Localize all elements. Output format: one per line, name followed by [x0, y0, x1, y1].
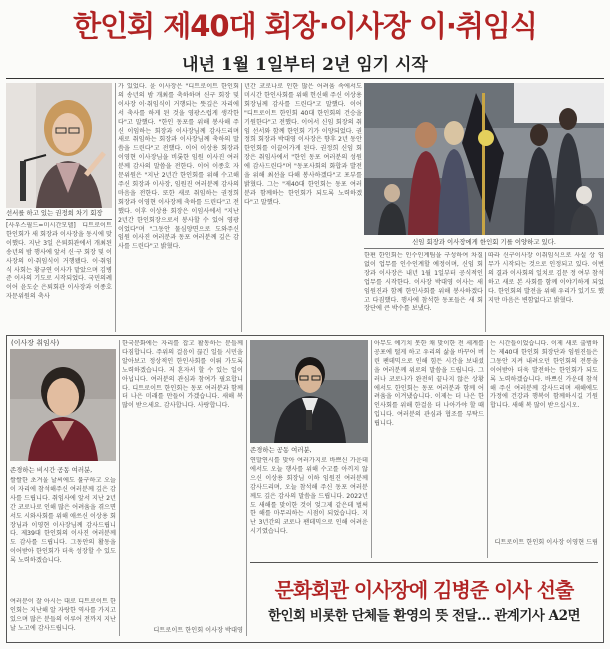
retiree-caption: 존경하는 비시간 공동 여러분,: [10, 466, 93, 474]
retiree-tag: (이사장 취임사): [11, 339, 60, 347]
article-column-3: 년간 코로나로 인한 많은 어려움 속에서도 미시간 한인사회를 위해 헌신해 주신 이상용 회장님께 감사를 드린다"고 말했다. 이어 "디트로이트 한인회 40대 한인회의 건승을 기원한다"고 전했다. 이어서 신임 회장의 취임 선서와 함께 한인회 기가 이양되었다. 권정희 회장과 박대영 이사장은 향후 2년 동안 한인회를 이끌어가게 된다. 권정희 신임 회장은 취임사에서 "한인 동포 여러분의 성원에 감사드린다"며 "동포사회의 화합과 발전을 위해 최선을 다해 봉사하겠다"고 포부를 밝혔다. 그는 "제40대 한인회는 동포 여러분과 함께하는 한인회가 되도록 노력하겠다"고 말했다.: [244, 83, 362, 206]
main-headline: 한인회 제40대 회장·이사장 이·취임식: [73, 9, 537, 43]
speaker-caption: 선서를 하고 있는 권정희 차기 회장: [6, 209, 103, 217]
flag-ceremony-caption: 신임 회장과 이사장에게 한인회 기를 이양하고 있다.: [412, 238, 556, 246]
lower-column-5-signature: 디트로이트 한인회 이사장 이영현 드림: [494, 539, 598, 546]
president-photo: [250, 340, 368, 443]
caption-rule: [6, 219, 112, 220]
headline-rule: [6, 78, 604, 79]
photo-article-column-1: 한편 한인회는 인수인계팀을 구성하여 차질 없이 업무를 인수인계할 예정이며, 신임 회장과 이사장은 내년 1월 1일부터 공식적인 업무를 시작한다. 이사장 박대영 이사는 새 임원진과 함께 한인사회를 위해 봉사하겠다고 다짐했다. 행사에 참석한 동포들은 새 회장단에 큰 박수를 보냈다.: [364, 252, 483, 313]
column-divider: [485, 252, 486, 332]
caption-rule: [364, 248, 604, 249]
section2-subhead: 한인회 비롯한 단체들 환영의 뜻 전달… 관계기사 A2면: [267, 608, 581, 624]
flag-ceremony-photo: [364, 83, 604, 235]
article-column-1: [사우스필드=미시간모델] 디트로이트 한인회가 새 회장과 이사장을 동시에 맞이했다. 지난 3일 은퇴회관에서 개최된 송년의 밤 행사에 앞서 신·구 회장 및 이사장의 이·취임식이 거행됐다. 이·취임식 사회는 황규연 이사가 맡았으며 김병준 이사의 기도로 시작되었다. 국민의례 이어 윤도순 은퇴회관 이사장과 이종호 자문위원의 축사: [6, 222, 112, 301]
column-divider: [371, 340, 372, 558]
lower-column-1b: 여러분이 잘 아시는 대로 디트로이트 한인회는 지난해 알 자랑한 역사를 가지고 있으며 많은 분들의 이루어 전까지 지난 날 노고에 감사드립니다.: [10, 598, 116, 632]
section-rule: [250, 562, 598, 563]
lower-column-3: 연말연시를 맞아 여러가지로 바쁘신 가운데에서도 오늘 행사를 위해 수고를 아끼지 않으신 이상용 회장님 이하 임원진 여러분께 감사드리며, 오늘 참석해 주신 동포 여러분께도 깊은 감사의 말씀을 드립니다. 2022년도 새해를 맞이한 것이 엊그제 같은데 벌써 한 해를 마무리하는 시점이 되었습니다. 지난 3년간의 코로나 팬데믹으로 인해 어려운 시기였습니다.: [250, 457, 368, 536]
article-column-2: 가 있었다. 윤 이사장은 "디트로이트 한인회의 송년의 밤 개최를 축하하며 신구 회장 및 이사장 이·취임식이 거행되는 뜻깊은 자리에서 축사를 하게 된 것을 영광스럽게 생각한다"고 말했다. "한인 동포를 위해 봉사해 주신 이임하는 회장과 이사장님께 감사드리며 새로 취임하는 회장과 이사장님께 축하의 말씀을 드린다"고 전했다. 이어 이상용 회장과 이영현 이사장님을 비롯한 임원 이사진 여러분께 감사의 말씀을 전한다. 이어 이종호 자문위원은 "지난 2년간 한인회를 위해 수고해 주신 회장과 이사장, 임원진 여러분께 감사의 마음을 전한다. 또한 새로 취임하는 권정희 회장과 이영현 이사장께 축하를 드린다"고 전했다. 이후 이상용 회장은 이임사에서 "지난 2년간 한인회장으로서 봉사할 수 있어 영광이었다"며 "그동안 물심양면으로 도와주신 임원 이사진 여러분과 동포 여러분께 깊은 감사를 드린다"고 밝혔다.: [118, 83, 239, 251]
column-divider: [487, 340, 488, 558]
column-divider: [119, 340, 120, 636]
president-caption: 존경하는 공동 여러분,: [250, 446, 312, 454]
lower-column-2: 한국문화에는 자리를 잡고 활동하는 분들께 다짐합니다. 주위의 걸음이 끊긴 일들 시민을 알아보고 정상적인 한인사회를 이뤄 가도록 노력하겠습니다. 저 혼자서 할 수 있는 일이 아닙니다. 여러분의 관심과 참여가 필요합니다. 디트로이트 한인회는 동포 여러분과 함께 더 나은 미래를 만들어 가겠습니다. 새해 복 많이 받으세요. 감사합니다. 사랑합니다.: [122, 340, 243, 410]
column-divider: [246, 340, 247, 636]
photo-article-column-2: 따라 신구이사장 이취임식으로 사실 상 임무가 시작되는 것으로 인정되고 있다. 이번의 결과 이사회의 일치로 김문 정 여부 참석하고 새로 본 사회를 함께 이야기하게 되었다. 한인회의 발전을 위해 우리가 있기도 했지만 마음은 변함없다고 밝혔다.: [488, 252, 604, 304]
main-subhead: 내년 1월 1일부터 2년 임기 시작: [182, 55, 428, 75]
section2-headline: 문화회관 이사장에 김병준 이사 선출: [274, 578, 574, 602]
lower-column-1: 쌀쌀한 초겨울 날씨에도 불구하고 오늘 이 자리에 참석해주신 여러분께 깊은 감사를 드립니다. 취임사에 앞서 지난 2년간 코로나로 인해 많은 어려움을 겪으면서도 시와사회를 위해 애쓰신 이상용 회장님과 이영현 이사장님께 감사드립니다. 제39대 한인회의 이사진 여러분께도 감사를 드립니다. 그동안의 활동을 이어받아 한인회가 더욱 성장할 수 있도록 노력하겠습니다.: [10, 477, 116, 565]
lower-column-5: 는 시간들이었습니다. 이제 새로 출범하는 제40대 한인회 회장단과 임원진들은 그동안 지켜 내려오던 한인회의 전통을 이어받아 더욱 발전하는 한인회가 되도록 노력하겠습니다. 바쁘신 가운데 참석해 주신 여러분께 감사드리며 새해에도 가정에 건강과 행복이 함께하시길 기원합니다. 새해 복 많이 받으십시오.: [490, 340, 598, 410]
lower-column-2-signature: 디트로이트 한인회 이사장 박대영: [153, 627, 243, 634]
retiree-photo: [10, 349, 116, 461]
column-divider: [241, 83, 242, 332]
speaker-photo: [6, 83, 112, 208]
column-divider: [115, 83, 116, 332]
lower-column-4: 아무도 예기치 못한 채 맞이한 전 세계를 공포에 떨게 하고 우리의 삶을 바꾸어 버린 팬데믹으로 인해 힘든 시간을 보내셨을 여러분께 위로의 말씀을 드립니다. 그러나 코로나가 완전히 끝나지 않은 상황에서도 한인회는 동포 여러분과 함께 어려움을 이겨냈습니다. 이제는 더 나은 한인사회를 위해 한걸음 더 나아가야 할 때입니다. 여러분의 관심과 협조를 부탁드립니다.: [374, 340, 484, 428]
